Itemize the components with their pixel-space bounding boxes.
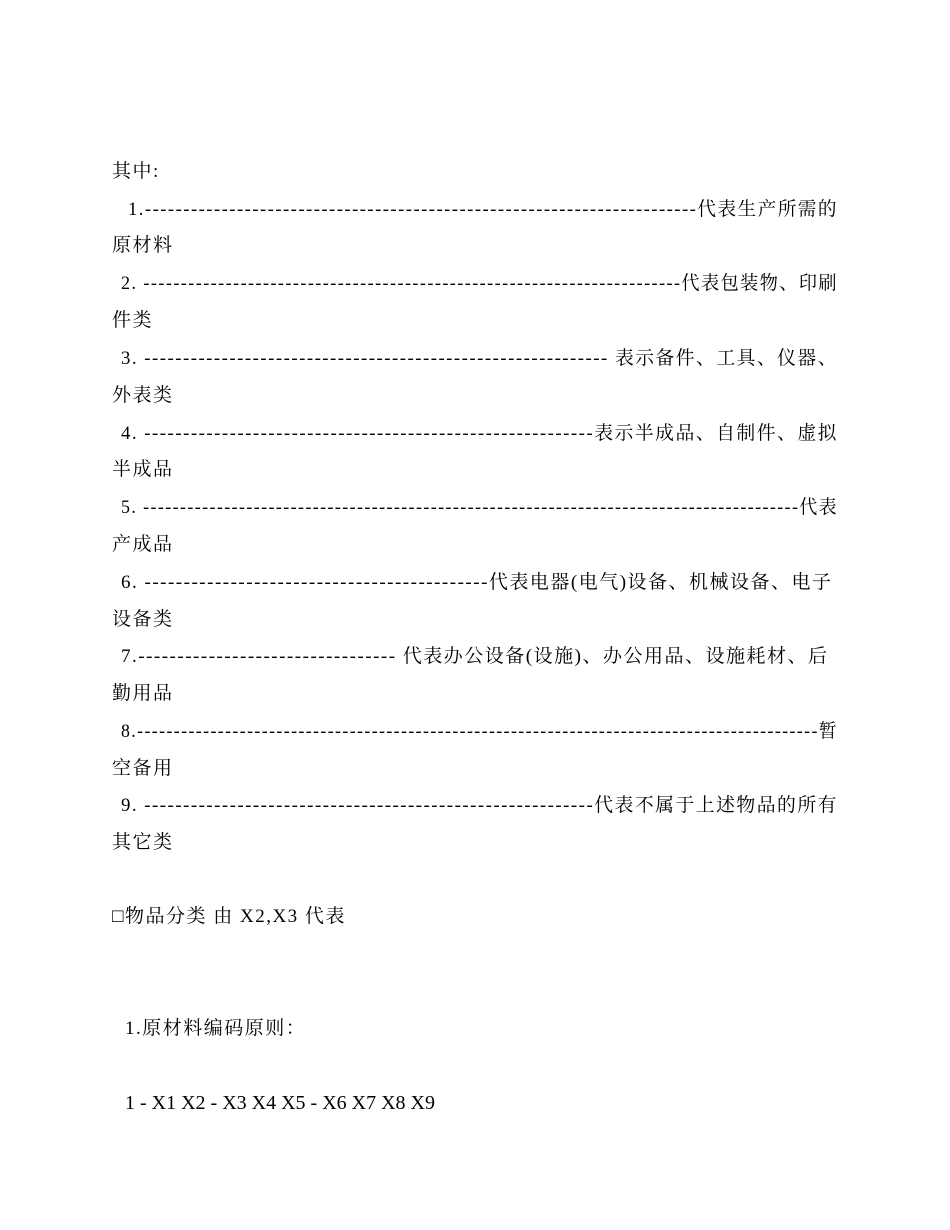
list-item-4-cont: 半成品 xyxy=(112,459,174,480)
list-item-2: 2. ------------------------------------------------------------------------代表包装物、印刷 xyxy=(121,273,838,294)
intro-text: 其中: xyxy=(112,161,160,182)
list-item-6: 6. --------------------------------------------代表电器(电气)设备、机械设备、电子 xyxy=(121,572,833,593)
list-item-7: 7.--------------------------------- 代表办公设备(设施)、办公用品、设施耗材、后 xyxy=(121,646,829,667)
list-item-3-cont: 外表类 xyxy=(112,385,174,406)
list-item-9-cont: 其它类 xyxy=(112,832,174,853)
list-item-2-cont: 件类 xyxy=(112,310,154,331)
list-item-5: 5. -----------------------------------------------------------------------------------------代表 xyxy=(121,497,838,518)
list-item-1-cont: 原材料 xyxy=(112,235,174,256)
list-item-6-cont: 设备类 xyxy=(112,609,174,630)
principle-title: 1.原材料编码原则： xyxy=(125,1018,307,1039)
list-item-1: 1.------------------------------------------------------------------------代表生产所需的 xyxy=(128,199,838,220)
list-item-7-cont: 勤用品 xyxy=(112,683,174,704)
list-item-3: 3. ------------------------------------------------------------ 表示备件、工具、仪器、 xyxy=(121,348,838,369)
list-item-5-cont: 产成品 xyxy=(112,534,174,555)
list-item-8-cont: 空备用 xyxy=(112,758,174,779)
code-pattern: 1 - X1 X2 - X3 X4 X5 - X6 X7 X8 X9 xyxy=(125,1092,435,1114)
list-item-8: 8.---------------------------------------------------------------------------------------------暂 xyxy=(121,721,838,742)
category-note: □物品分类 由 X2,X3 代表 xyxy=(112,906,346,927)
list-item-4: 4. ----------------------------------------------------------表示半成品、自制件、虚拟 xyxy=(121,423,838,444)
list-item-9: 9. ----------------------------------------------------------代表不属于上述物品的所有 xyxy=(121,795,838,816)
